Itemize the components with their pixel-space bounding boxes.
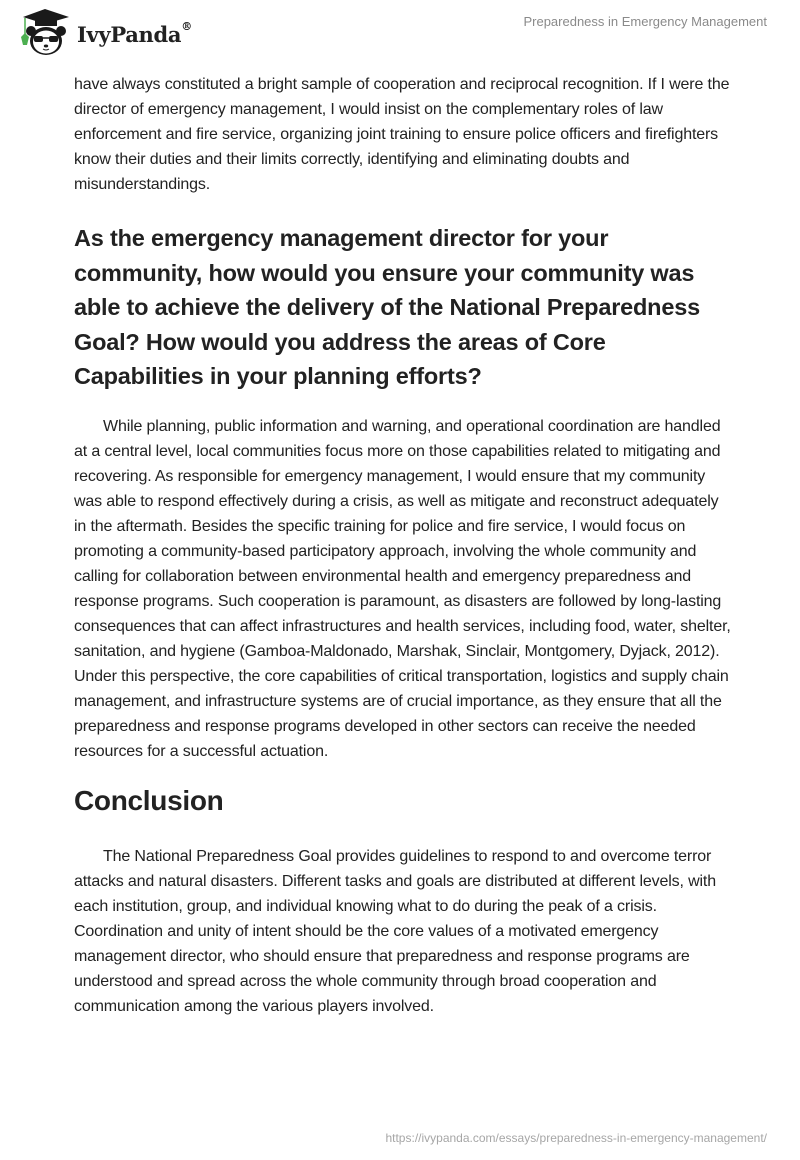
answer-paragraph: While planning, public information and warning, and operational coordination are handled at a central level, local communities focus more on those capabilities related to mitigating and recovering. As responsible for emergency management, I would ensure that my community was able to respond effectively during a crisis, as well as mitigate and reconstruct adequately in the aftermath. Besides the specific training for police and fire service, I would focus on promoting a community-based participatory approach, involving the whole community and calling for collaboration between environmental health and emergency preparedness and response programs. Such cooperation is paramount, as disasters are followed by long-lasting consequences that can affect infrastructures and health services, including food, water, shelter, sanitation, and hygiene (Gamboa-Maldonado, Marshak, Sinclair, Montgomery, Dyjack, 2012). Under this perspective, the core capabilities of critical transportation, logistics and supply chain management, and infrastructure systems are of crucial importance, as they ensure that all the preparedness and response programs developed in other sectors can receive the needed resources for a successful actuation. — [74, 417, 731, 760]
conclusion-heading: Conclusion — [74, 784, 224, 816]
conclusion-paragraph: The National Preparedness Goal provides guidelines to respond to and overcome terror attacks and natural disasters. Different tasks and goals are distributed at different levels, with each institution, group, and individual knowing what to do during the peak of a crisis. Coordination and unity of intent should be the core values of a motivated emergency management director, who should ensure that preparedness and response programs are understood and spread across the whole community through broad cooperation and communication among the various players involved. — [74, 847, 716, 1015]
essay-content — [74, 72, 734, 1019]
document-title: Preparedness in Emergency Management — [523, 14, 767, 29]
ivypanda-logo[interactable] — [17, 7, 192, 57]
source-url[interactable]: https://ivypanda.com/essays/preparedness-in-emergency-management/ — [385, 1131, 767, 1145]
panda-graduate-icon — [17, 7, 73, 57]
question-heading: As the emergency management director for your community, how would you ensure your community was able to achieve the delivery of the National Preparedness Goal? How would you address the areas of Core Capabilities in your planning efforts? — [74, 225, 700, 389]
registered-mark: ® — [181, 19, 192, 33]
brand-name: IvyPanda® — [77, 19, 192, 47]
page-header — [0, 0, 800, 60]
intro-paragraph: have always constituted a bright sample of cooperation and reciprocal recognition. If I were the director of emergency management, I would insist on the complementary roles of law enforcement and fire service, organizing joint training to ensure police officers and firefighters know their duties and their limits correctly, identifying and eliminating doubts and misunderstandings. — [74, 76, 730, 193]
